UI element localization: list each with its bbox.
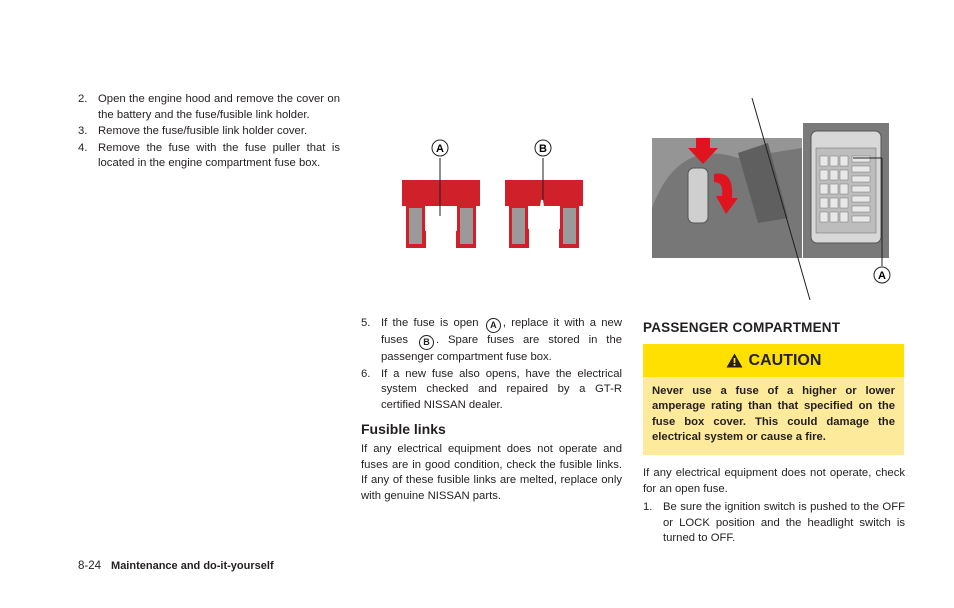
caution-header xyxy=(643,344,904,377)
ref-a-circle: A xyxy=(486,318,501,333)
steps-column-2 xyxy=(361,316,622,504)
section-title: Maintenance and do-it-yourself xyxy=(111,560,274,572)
caution-label: CAUTION xyxy=(748,351,822,369)
caution-text: Never use a fuse of a higher or lower amperage rating than that specified on the fuse box cover. This could damage the electrical system or cause a fire. xyxy=(652,385,895,443)
steps-list-3 xyxy=(643,500,905,547)
ref-b-circle: B xyxy=(419,335,434,350)
fuse-label-a: A xyxy=(436,143,444,155)
caution-box xyxy=(643,344,904,455)
fusible-links-heading: Fusible links xyxy=(361,421,446,438)
fusible-links-text: If any electrical equipment does not operate and fuses are in good condition, check the fusible links. If any of these fusible links are melted, replace only with genuine NISSAN parts. xyxy=(361,442,622,502)
step-6: 6. If a new fuse also opens, have the electrical system checked and repaired by a GT-R certified NISSAN dealer. xyxy=(361,367,622,411)
fuse-label-b: B xyxy=(539,143,547,155)
fuse-box-label-a: A xyxy=(878,270,886,282)
page-number: 8-24 xyxy=(78,560,102,572)
steps-column-1 xyxy=(78,92,340,173)
step-1: 1. Be sure the ignition switch is pushed to the OFF or LOCK position and the headlight switch is turned to OFF. xyxy=(643,501,905,545)
steps-column-3 xyxy=(643,466,905,548)
warning-triangle-icon xyxy=(726,353,743,368)
step-4: 4. Remove the fuse with the fuse puller that is located in the engine compartment fuse box. xyxy=(78,141,340,170)
open-fuse-intro: If any electrical equipment does not operate, check for an open fuse. xyxy=(643,467,905,495)
fuse-box-location-illustration xyxy=(648,98,900,300)
page-footer xyxy=(78,560,274,572)
fuse-b-good xyxy=(505,140,583,248)
step-2: 2. Open the engine hood and remove the cover on the battery and the fuse/fusible link holder. xyxy=(78,93,340,121)
fuse-a-blown xyxy=(402,140,480,248)
steps-list-2 xyxy=(361,316,622,413)
step-5: 5. If the fuse is open A , replace it with a new fuses B . Spare fuses are stored in the passenger compartment fuse box. xyxy=(361,317,623,363)
steps-list-1 xyxy=(78,92,340,172)
passenger-compartment-heading: PASSENGER COMPARTMENT xyxy=(643,320,841,335)
step-3: 3. Remove the fuse/fusible link holder cover. xyxy=(78,125,308,138)
fuse-illustration xyxy=(380,130,600,265)
